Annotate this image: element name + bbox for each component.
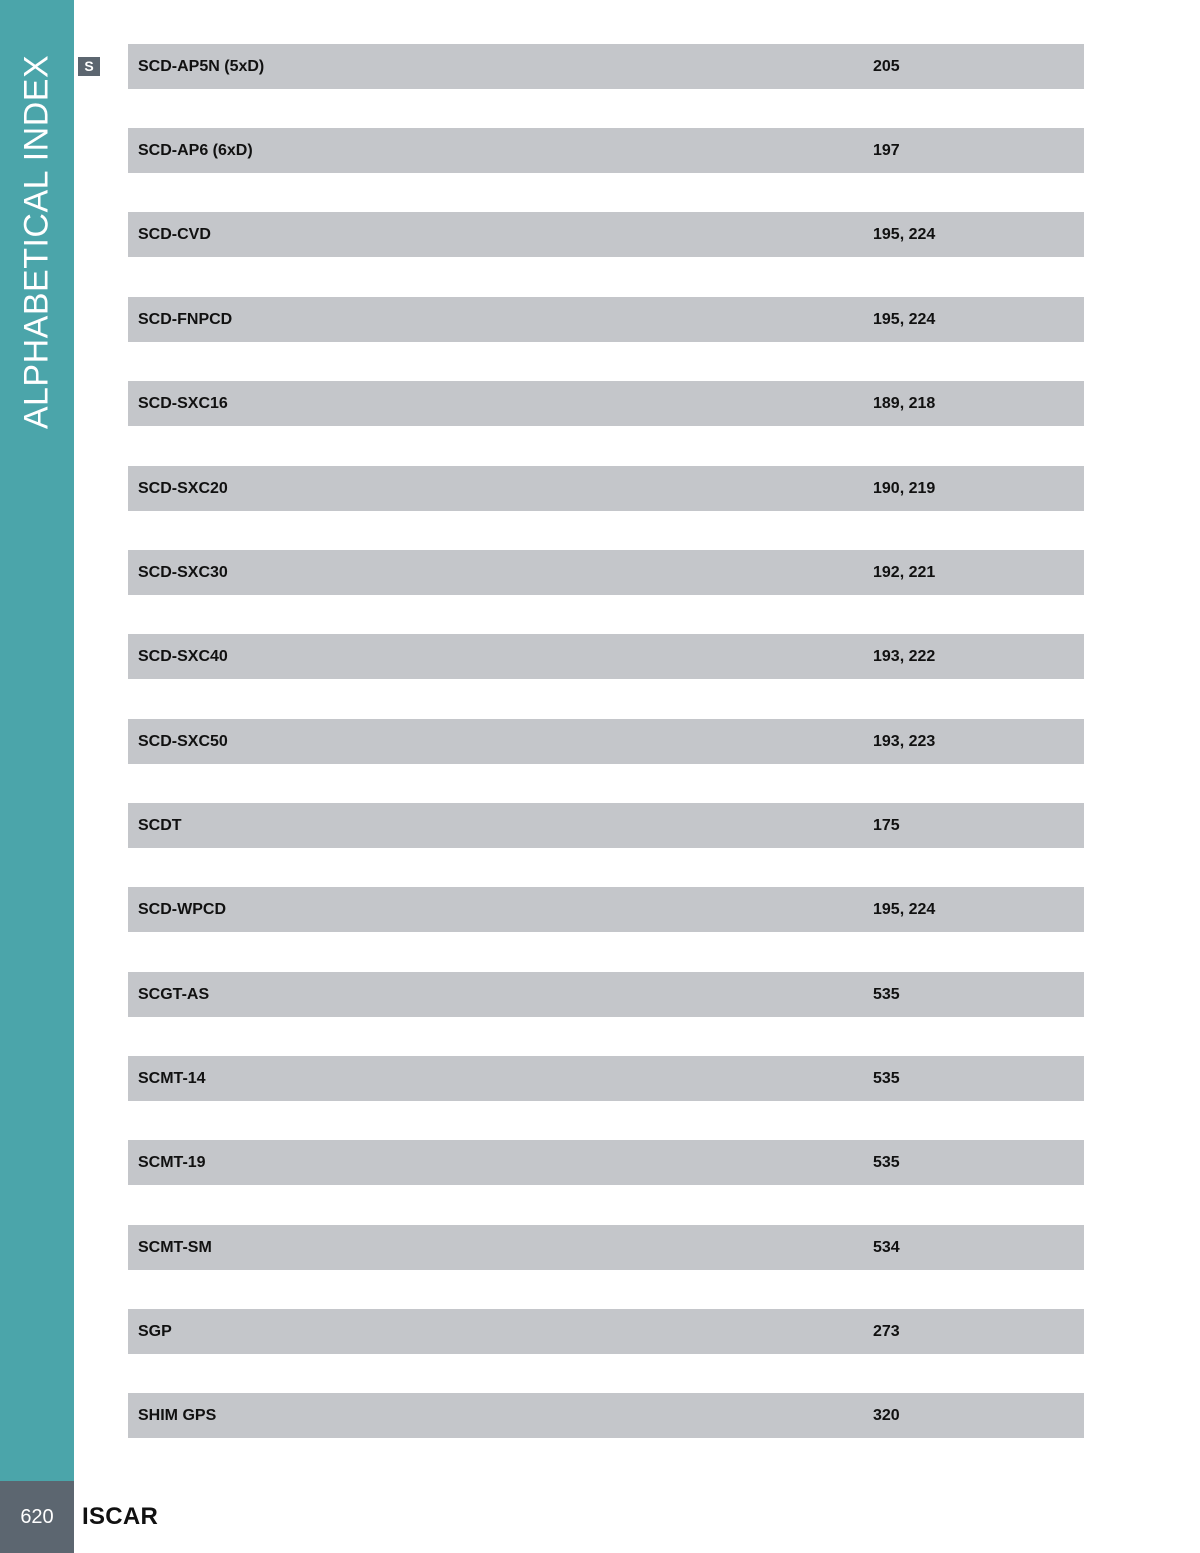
entry-pages: 195, 224 [873, 311, 936, 328]
entry-name: SCD-SXC20 [138, 480, 228, 497]
index-row [128, 719, 1084, 764]
index-row [128, 1225, 1084, 1270]
index-row [128, 128, 1084, 173]
entry-name: SCD-SXC16 [138, 395, 228, 412]
entry-name: SCGT-AS [138, 986, 210, 1003]
entry-name: SCDT [138, 817, 182, 834]
entry-name: SCMT-SM [138, 1239, 212, 1256]
index-row [128, 803, 1084, 848]
entry-pages: 193, 222 [873, 648, 936, 665]
entry-pages: 189, 218 [873, 395, 936, 412]
side-band [0, 0, 74, 1481]
entry-pages: 175 [873, 817, 900, 834]
index-row [128, 1140, 1084, 1185]
entry-name: SCMT-19 [138, 1154, 206, 1171]
entry-pages: 193, 223 [873, 733, 936, 750]
index-row [128, 297, 1084, 342]
index-row [128, 634, 1084, 679]
entry-pages: 195, 224 [873, 901, 936, 918]
section-title: ALPHABETICAL INDEX [17, 54, 56, 430]
index-row [128, 1309, 1084, 1354]
brand-logo: ISCAR [82, 1503, 159, 1530]
entry-pages: 273 [873, 1323, 900, 1340]
entry-name: SHIM GPS [138, 1407, 217, 1424]
entry-pages: 535 [873, 1070, 900, 1087]
entry-name: SCD-AP5N (5xD) [138, 58, 265, 75]
entry-pages: 192, 221 [873, 564, 936, 581]
entry-pages: 197 [873, 142, 900, 159]
section-letter-badge: S [78, 57, 100, 76]
entry-name: SCD-CVD [138, 226, 211, 243]
entry-name: SCD-SXC40 [138, 648, 228, 665]
entry-pages: 190, 219 [873, 480, 936, 497]
entry-pages: 535 [873, 986, 900, 1003]
entry-pages: 205 [873, 58, 900, 75]
entry-pages: 195, 224 [873, 226, 936, 243]
index-row [128, 887, 1084, 932]
index-row [128, 466, 1084, 511]
entry-pages: 320 [873, 1407, 900, 1424]
index-row [128, 1056, 1084, 1101]
index-row [128, 550, 1084, 595]
entry-name: SCD-SXC30 [138, 564, 228, 581]
index-row [128, 44, 1084, 89]
page-number: 620 [0, 1481, 74, 1553]
entry-name: SCD-SXC50 [138, 733, 228, 750]
entry-name: SCMT-14 [138, 1070, 206, 1087]
entry-name: SGP [138, 1323, 172, 1340]
index-row [128, 212, 1084, 257]
entry-pages: 534 [873, 1239, 900, 1256]
index-row [128, 972, 1084, 1017]
entry-pages: 535 [873, 1154, 900, 1171]
entry-name: SCD-WPCD [138, 901, 226, 918]
index-row [128, 1393, 1084, 1438]
entry-name: SCD-FNPCD [138, 311, 233, 328]
entry-name: SCD-AP6 (6xD) [138, 142, 253, 159]
index-row [128, 381, 1084, 426]
